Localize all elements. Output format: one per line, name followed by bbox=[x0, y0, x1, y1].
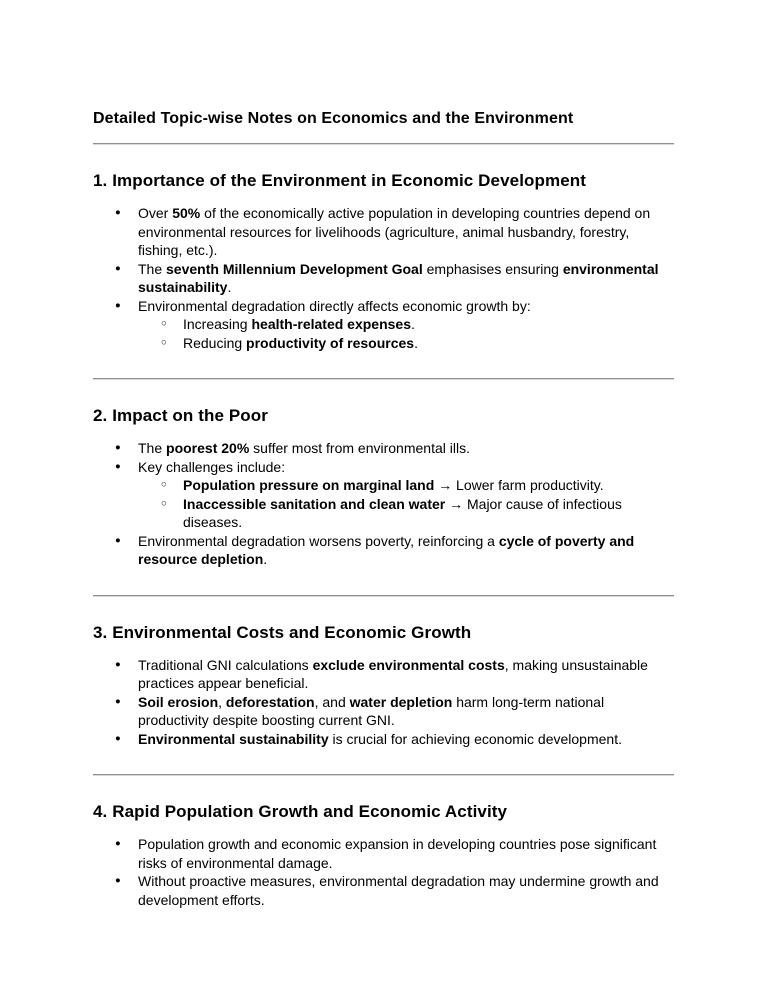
bullet-disc-icon: ● bbox=[115, 207, 121, 218]
section-heading: 4. Rapid Population Growth and Economic Activity bbox=[93, 802, 508, 821]
list-item-text: Reducing productivity of resources. bbox=[183, 334, 418, 351]
bullet-disc-icon: ● bbox=[115, 838, 121, 849]
bullet-disc-icon: ● bbox=[115, 299, 121, 311]
horizontal-rule bbox=[93, 378, 674, 380]
list-item bbox=[93, 872, 674, 909]
bullet-disc-icon: ● bbox=[115, 442, 121, 453]
list-item bbox=[93, 730, 674, 749]
list-item-text: The seventh Millennium Development Goal emphasises ensuring environmental sustainability. bbox=[138, 260, 659, 295]
list-item-text: Key challenges include: bbox=[138, 458, 286, 475]
list-item bbox=[93, 693, 674, 730]
sections bbox=[93, 143, 674, 909]
bullet-list bbox=[93, 656, 674, 749]
horizontal-rule bbox=[93, 143, 674, 145]
bullet-circle-icon: ○ bbox=[161, 318, 167, 329]
bullet-circle-icon: ○ bbox=[161, 497, 167, 509]
bullet-disc-icon: ● bbox=[115, 695, 121, 707]
list-item bbox=[93, 204, 674, 260]
list-item bbox=[93, 835, 674, 872]
list-item bbox=[93, 439, 674, 458]
bullet-list bbox=[93, 439, 674, 569]
list-item-text: Inaccessible sanitation and clean water → Major cause of infectious diseases. bbox=[183, 495, 622, 530]
list-item bbox=[93, 476, 674, 495]
bullet-list bbox=[93, 204, 674, 352]
list-item bbox=[93, 315, 674, 334]
section-heading: 3. Environmental Costs and Economic Growth bbox=[93, 622, 472, 642]
list-item-text: Over 50% of the economically active population in developing countries depend on environmental resources for livelihoods (agriculture, animal husbandry, forestry, fishing, etc.). bbox=[138, 205, 651, 258]
bullet-disc-icon: ● bbox=[115, 875, 121, 886]
bullet-disc-icon: ● bbox=[115, 732, 121, 744]
horizontal-rule bbox=[93, 595, 674, 597]
list-item-text: Population pressure on marginal land → Lower farm productivity. bbox=[183, 477, 604, 493]
list-item bbox=[93, 495, 674, 532]
bullet-disc-icon: ● bbox=[115, 534, 121, 546]
bullet-disc-icon: ● bbox=[115, 262, 121, 274]
list-item-text: Traditional GNI calculations exclude environmental costs, making unsustainable practices appear beneficial. bbox=[138, 656, 648, 691]
list-item-text: Environmental degradation directly affects economic growth by: bbox=[138, 297, 531, 314]
list-item bbox=[93, 260, 674, 297]
bullet-circle-icon: ○ bbox=[161, 479, 167, 490]
list-item bbox=[93, 297, 674, 316]
list-item-text: The poorest 20% suffer most from environmental ills. bbox=[138, 440, 470, 456]
list-item-text: Population growth and economic expansion in developing countries pose significant risks of environmental damage. bbox=[138, 836, 657, 871]
bullet-list bbox=[93, 835, 674, 909]
list-item-text: Increasing health-related expenses. bbox=[183, 316, 415, 332]
section-heading: 2. Impact on the Poor bbox=[93, 406, 268, 425]
list-item-text: Soil erosion, deforestation, and water depletion harm long-term national productivity despite boosting current GNI. bbox=[138, 693, 605, 728]
list-item bbox=[93, 532, 674, 569]
document-title: Detailed Topic-wise Notes on Economics and the Environment bbox=[93, 110, 574, 127]
list-item bbox=[93, 334, 674, 353]
horizontal-rule bbox=[93, 774, 674, 776]
list-item bbox=[93, 656, 674, 693]
list-item-text: Without proactive measures, environmental degradation may undermine growth and development efforts. bbox=[138, 873, 659, 908]
list-item-text: Environmental degradation worsens poverty, reinforcing a cycle of poverty and resource depletion. bbox=[138, 532, 635, 567]
bullet-disc-icon: ● bbox=[115, 658, 121, 670]
section-heading: 1. Importance of the Environment in Economic Development bbox=[93, 171, 587, 190]
list-item bbox=[93, 458, 674, 477]
bullet-disc-icon: ● bbox=[115, 460, 121, 472]
bullet-circle-icon: ○ bbox=[161, 336, 167, 348]
list-item-text: Environmental sustainability is crucial for achieving economic development. bbox=[138, 730, 622, 747]
